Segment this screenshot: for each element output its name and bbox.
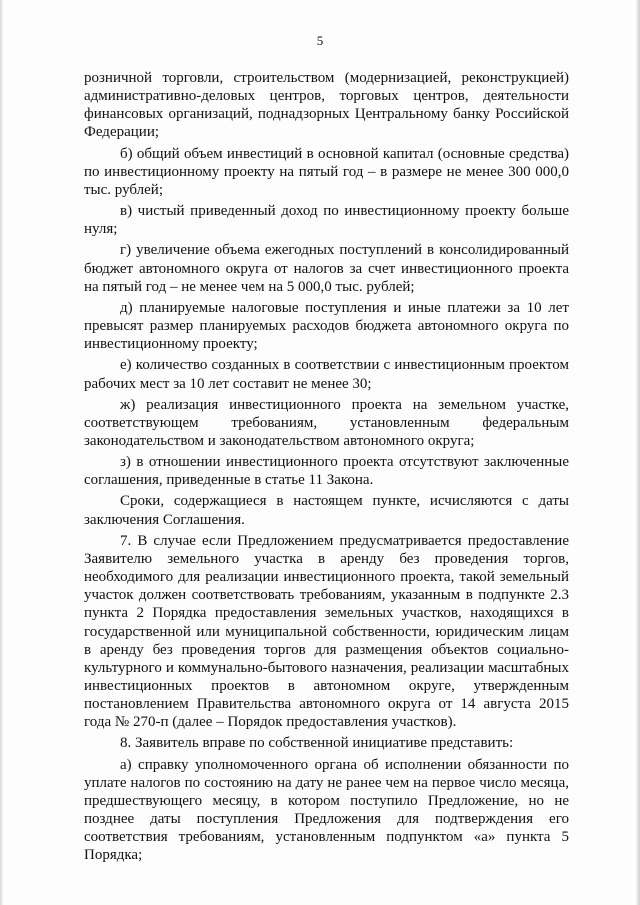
paragraph-deadlines: Сроки, содержащиеся в настоящем пункте, исчисляются с даты заключения Соглашения. <box>84 493 569 528</box>
page-number: 5 <box>316 33 324 48</box>
paragraph-item-e: е) количество созданных в соответствии с инвестиционным проектом рабочих мест за 10 лет составит не менее 30; <box>84 357 569 392</box>
paragraph-continuation: розничной торговли, строительством (модернизацией, реконструкцией) административно-деловых центров, торговых центров, деятельности финансовых организаций, поднадзорных Центральному банку Российской Федерации; <box>84 70 569 141</box>
paragraph-clause-8: 8. Заявитель вправе по собственной инициативе представить: <box>120 735 514 752</box>
paragraph-clause-7: 7. В случае если Предложением предусматривается предоставление Заявителю земельного участка в аренду без проведения торгов, необходимого для реализации инвестиционного проекта, такой земельный участок должен соответствовать требованиям, указанным в подпункте 2.3 пункта 2 Порядка предоставления земельных участков, находящихся в государственной или муниципальной собственности, юридическим лицам в аренду без проведения торгов для размещения объектов социально-культурного и коммунально-бытового назначения, реализации масштабных инвестиционных проектов в автономном округе, утвержденным постановлением Правительства автономного округа от 14 августа 2015 года № 270-п (далее – Порядок предоставления участков). <box>84 532 569 731</box>
page-edge-right <box>636 0 640 905</box>
paragraph-item-zh: ж) реализация инвестиционного проекта на земельном участке, соответствующем требованиям, установленным федеральным законодательством и законодательством автономного округа; <box>84 396 569 449</box>
paragraph-clause-8a: а) справку уполномоченного органа об исполнении обязанности по уплате налогов по состоянию на дату не ранее чем на первое число месяца, предшествующего месяцу, в котором поступило Предложение, но не позднее даты поступления Предложения для подтверждения его соответствия требованиям, установленным подпунктом «а» пункта 5 Порядка; <box>84 756 569 864</box>
paragraph-item-b: б) общий объем инвестиций в основной капитал (основные средства) по инвестиционному проекту на пятый год – в размере не менее 300 000,0 тыс. рублей; <box>84 145 569 198</box>
paragraph-item-g: г) увеличение объема ежегодных поступлений в консолидированный бюджет автономного округа от налогов за счет инвестиционного проекта на пятый год – не менее чем на 5 000,0 тыс. рублей; <box>84 242 569 295</box>
paragraph-item-v: в) чистый приведенный доход по инвестиционному проекту больше нуля; <box>84 203 569 238</box>
page-edge-left <box>0 0 3 905</box>
document-body <box>84 69 569 868</box>
paragraph-item-d: д) планируемые налоговые поступления и иные платежи за 10 лет превысят размер планируемых расходов бюджета автономного округа по инвестиционному проекту; <box>84 299 569 353</box>
paragraph-item-z: з) в отношении инвестиционного проекта отсутствуют заключенные соглашения, приведенные в статье 11 Закона. <box>84 454 569 489</box>
